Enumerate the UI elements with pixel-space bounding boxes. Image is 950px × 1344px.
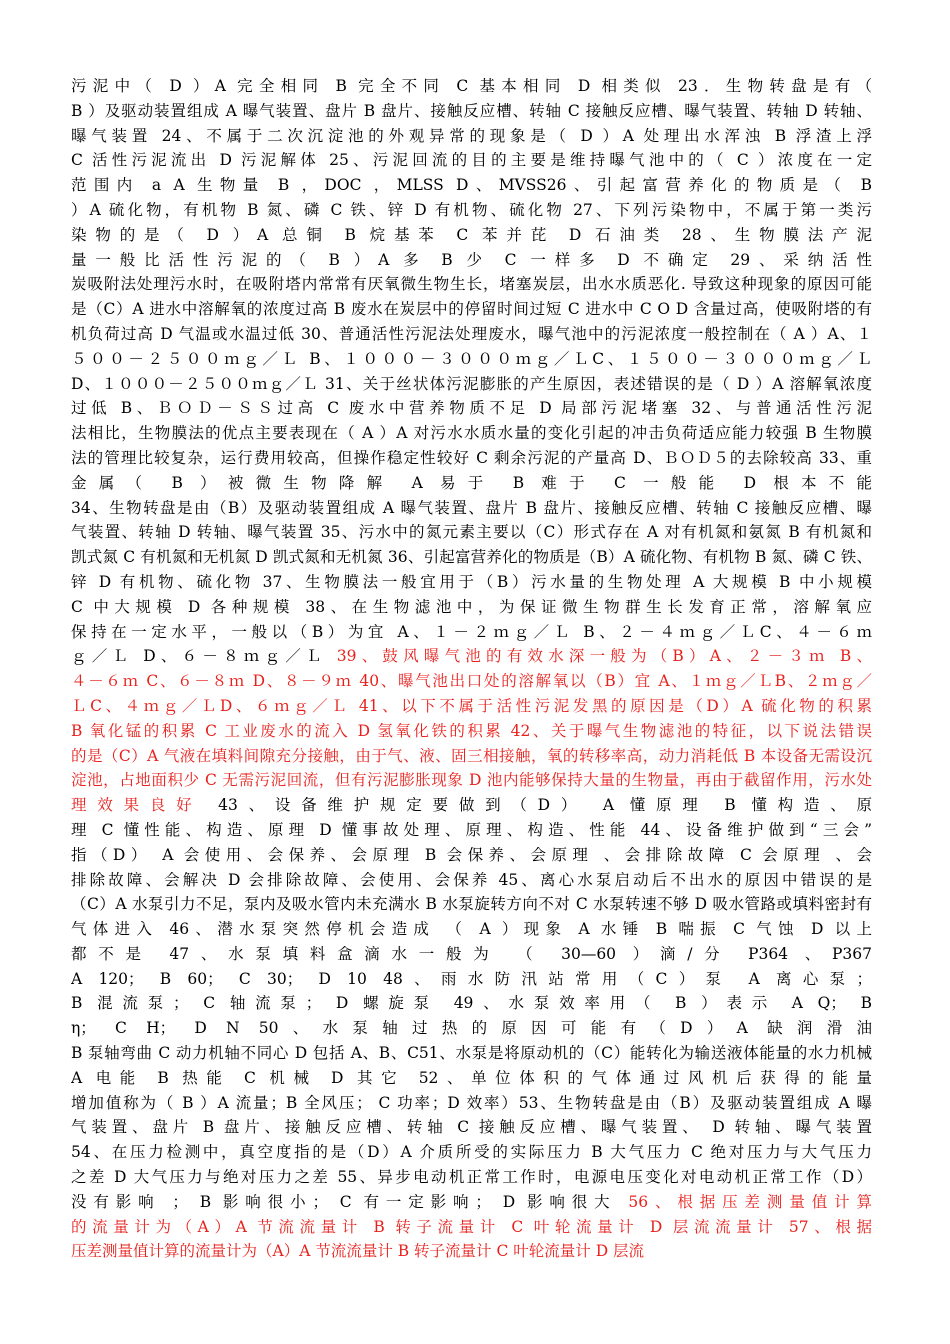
text-line <box>71 644 872 669</box>
text-line <box>71 1016 872 1041</box>
text-segment: 34、生物转盘是由（B）及驱动装置组成 A 曝气装置、盘片 B 盘片、接触反应槽、转轴 C 接触反应槽、曝 <box>71 498 872 517</box>
text-segment: 没有影响 ； B 影响很小； C 有一定影响； D 影响很大 <box>71 1192 629 1211</box>
highlighted-text-segment: 56、根据压差测量值计算 <box>628 1192 872 1211</box>
text-segment: B 泵轴弯曲 C 动力机轴不同心 D 包括 A、B、C51、水泵是将原动机的（C）能转化为输送液体能量的水力机械 <box>71 1044 872 1063</box>
text-line <box>71 1215 872 1240</box>
text-line <box>71 917 872 942</box>
text-segment: 54、在压力检测中，真空度指的是（D）A 介质所受的实际压力 B 大气压力 C 绝对压力与大气压力 <box>71 1143 872 1162</box>
text-line <box>71 322 872 347</box>
text-line <box>71 173 872 198</box>
text-line <box>71 892 872 917</box>
text-segment: 43、设备维护规定要做到（D） A 懂原理 B 懂构造、原 <box>218 796 872 815</box>
text-segment: 机负荷过高 D 气温或水温过低 30、普通活性污泥法处理废水，曝气池中的污泥浓度一般控制在（ A ）A、１ <box>71 324 872 343</box>
text-segment: ）A 硫化物，有机物 B 氮、磷 C 铁、锌 D 有机物、硫化物 27、下列污染物中，不属于第一类污 <box>71 200 872 219</box>
highlighted-text-segment: 的流量计为（A）A 节流流量计 B 转子流量计 C 叶轮流量计 D 层流流量计 57、根据 <box>71 1217 872 1236</box>
text-segment: A 120； B 60； C 30； D 10 48、雨水防汛站常用（C）泵 A 离心泵； <box>71 969 872 988</box>
text-line <box>71 744 872 769</box>
text-segment: 增加值称为（ B ）A 流量；B 全风压； C 功率；D 效率）53、生物转盘是由（B）及驱动装置组成 A 曝 <box>71 1093 872 1112</box>
text-segment: C 中大规模 D 各种规模 38、在生物滤池中，为保证微生物群生长发育正常，溶解氧应 <box>71 597 872 616</box>
text-segment: 范围内 a A 生物量 B ，DOC ，MLSS D、MVSS26、引起富营养化的物质是（ B <box>71 176 872 195</box>
highlighted-text-segment: 39、鼓风曝气池的有效水深一般为（B）A、２－３ｍ B、 <box>336 647 872 666</box>
text-line <box>71 1140 872 1165</box>
text-line <box>71 620 872 645</box>
highlighted-text-segment: ４－６ｍ C、６－８ｍ D、８－９ｍ 40、曝气池出口处的溶解氧以（B）宜 A、１ｍｇ／ＬB、２ｍｇ／ <box>71 672 872 691</box>
text-segment: 炭吸附法处理污水时，在吸附塔内常常有厌氧微生物生长，堵塞炭层，出水水质恶化. 导致这种现象的原因可能 <box>71 275 872 294</box>
text-segment: 保持在一定水平，一般以（B）为宜 A、１－２ｍｇ／Ｌ B、２－４ｍｇ／ＬC、４－６ｍ <box>71 622 872 641</box>
text-line <box>71 1115 872 1140</box>
text-line <box>71 421 872 446</box>
text-segment: η； C H； D N 50、水泵轴过热的原因可能有（D）A 缺润滑油 <box>71 1019 872 1038</box>
highlighted-text-segment: 理效果良好 <box>71 796 219 815</box>
text-line <box>71 124 872 149</box>
text-line <box>71 272 872 297</box>
text-segment: 法的管理比较复杂，运行费用较高，但操作稳定性较好 C 剩余污泥的产量高 D、ＢＯＤ５的去除较高 33、重 <box>71 448 872 467</box>
text-segment: 曝气装置 24、不属于二次沉淀池的外观异常的现象是（ D ）A 处理出水浑浊 B 浮渣上浮 <box>71 126 872 145</box>
text-line <box>71 248 872 273</box>
highlighted-text-segment: B 氧化锰的积累 C 工业废水的流入 D 氢氧化铁的积累 42、关于曝气生物滤池的特征，以下说法错误 <box>71 721 872 740</box>
text-line <box>71 396 872 421</box>
highlighted-text-segment: 淀池，占地面积少 C 无需污泥回流，但有污泥膨胀现象 D 池内能够保持大量的生物量，再由于截留作用，污水处 <box>71 771 872 790</box>
text-line <box>71 148 872 173</box>
highlighted-text-segment: 的是（C）A 气液在填料间隙充分接触，由于气、液、固三相接触，氧的转移率高，动力消耗低 B 本设备无需设沉 <box>71 746 872 765</box>
text-line <box>71 694 872 719</box>
text-segment: 气体进入 46、潜水泵突然停机会造成 （ A ）现象 A 水锤 B 喘振 C 气蚀 D 以上 <box>71 920 872 939</box>
text-segment: ｇ／Ｌ D、６－８ｍｇ／Ｌ <box>71 647 337 666</box>
text-segment: 之差 D 大气压力与绝对压力之差 55、异步电动机正常工作时，电源电压变化对电动机正常工作（D） <box>71 1168 872 1187</box>
text-segment: 排除故障、会解决 D 会排除故障、会使用、会保养 45、离心水泵启动后不出水的原因中错误的是 <box>71 870 872 889</box>
text-segment: 锌 D 有机物、硫化物 37、生物膜法一般宜用于（B）污水量的生物处理 A 大规模 B 中小规模 <box>71 572 872 591</box>
text-line <box>71 868 872 893</box>
text-segment: B 混流泵； C 轴流泵； D 螺旋泵 49、水泵效率用（ B ）表示 A Q； B <box>71 994 872 1013</box>
text-line <box>71 446 872 471</box>
text-line <box>71 496 872 521</box>
text-line <box>71 372 872 397</box>
text-segment: A 电能 B 热能 C 机械 D 其它 52、单位体积的气体通过风机后获得的能量 <box>71 1068 872 1087</box>
text-segment: 过低 B、ＢＯＤ－ＳＳ过高 C 废水中营养物质不足 D 局部污泥堵塞 32、与普通活性污泥 <box>71 399 872 418</box>
text-segment: 凯式氮 C 有机氮和无机氮 D 凯式氮和无机氮 36、引起富营养化的物质是（B）A 硫化物、有机物 B 氮、磷 C 铁、 <box>71 548 872 567</box>
text-line <box>71 223 872 248</box>
text-line <box>71 198 872 223</box>
text-line <box>71 545 872 570</box>
text-line <box>71 520 872 545</box>
highlighted-text-segment: ＬC、４ｍｇ／ＬD、６ｍｇ／Ｌ 41、以下不属于活性污泥发黑的原因是（D）A 硫化物的积累 <box>71 696 872 715</box>
text-segment: 染物的是（ D ）A 总铜 B 烷基苯 C 苯并芘 D 石油类 28、生物膜法产泥 <box>71 225 872 244</box>
text-segment: ５００－２５００ｍｇ／Ｌ B、１０００－３０００ｍｇ／ＬC、１５００－３０００ｍｇ／Ｌ <box>71 349 872 368</box>
text-segment: （C）A 水泵引力不足，泵内及吸水管内未充满水 B 水泵旋转方向不对 C 水泵转速不够 D 吸水管路或填料密封有 <box>71 895 872 914</box>
text-segment: B ）及驱动装置组成 A 曝气装置、盘片 B 盘片、接触反应槽、转轴 C 接触反应槽、曝气装置、转轴 D 转轴、 <box>71 101 872 120</box>
text-line <box>71 669 872 694</box>
text-line <box>71 1239 872 1264</box>
text-line <box>71 471 872 496</box>
text-segment: 气装置、盘片 B 盘片、接触反应槽、转轴 C 接触反应槽、曝气装置、 D 转轴、曝气装置 <box>71 1118 872 1137</box>
text-line <box>71 967 872 992</box>
text-segment: 气装置、转轴 D 转轴、曝气装置 35、污水中的氮元素主要以（C）形式存在 A 对有机氮和氨氮 B 有机氮和 <box>71 523 872 542</box>
text-segment: 金属（ B ）被微生物降解 A 易于 B 难于 C 一般能 D 根本不能 <box>71 473 872 492</box>
text-line <box>71 719 872 744</box>
text-line <box>71 768 872 793</box>
text-segment: 污泥中（ D ）A 完全相同 B 完全不同 C 基本相同 D 相类似 23．生物转盘是有（ <box>71 77 872 95</box>
text-line <box>71 1190 872 1215</box>
text-segment: 指（D） A 会使用、会保养、会原理 B 会保养、会原理 、会排除故障 C 会原理 、会 <box>71 845 872 864</box>
text-line <box>71 297 872 322</box>
text-segment: 量一般比活性污泥的（ B ）A 多 B 少 C 一样多 D 不确定 29、采纳活性 <box>71 250 872 269</box>
text-segment: 理 C 懂性能、构造、原理 D 懂事故处理、原理、构造、性能 44、设备维护做到“三会” <box>71 820 872 839</box>
text-line <box>71 595 872 620</box>
text-segment: 都不是 47、水泵填料盒滴水一般为 （ 30—60 ）滴/分 P364 、P367 <box>71 944 872 963</box>
text-line <box>71 843 872 868</box>
text-line <box>71 570 872 595</box>
text-line <box>71 74 872 99</box>
text-segment: C 活性污泥流出 D 污泥解体 25、污泥回流的目的主要是维持曝气池中的（ C ）浓度在一定 <box>71 151 872 170</box>
text-line <box>71 99 872 124</box>
text-line <box>71 942 872 967</box>
text-line <box>71 1165 872 1190</box>
highlighted-text-segment: 压差测量值计算的流量计为（A）A 节流流量计 B 转子流量计 C 叶轮流量计 D 层流 <box>71 1242 645 1261</box>
text-line <box>71 1066 872 1091</box>
text-segment: D、１０００－２５００ｍｇ／Ｌ 31、关于丝状体污泥膨胀的产生原因，表述错误的是（ D ）A 溶解氧浓度 <box>71 374 872 393</box>
text-line <box>71 818 872 843</box>
text-segment: 是（C）A 进水中溶解氧的浓度过高 B 废水在炭层中的停留时间过短 C 进水中 C O D 含量过高，使吸附塔的有 <box>71 300 872 319</box>
text-segment: 法相比，生物膜法的优点主要表现在（ A ）A 对污水水质水量的变化引起的冲击负荷适应能力较强 B 生物膜 <box>71 424 872 443</box>
text-line <box>71 793 872 818</box>
text-line <box>71 1091 872 1116</box>
text-line <box>71 991 872 1016</box>
text-line <box>71 1041 872 1066</box>
text-line <box>71 347 872 372</box>
